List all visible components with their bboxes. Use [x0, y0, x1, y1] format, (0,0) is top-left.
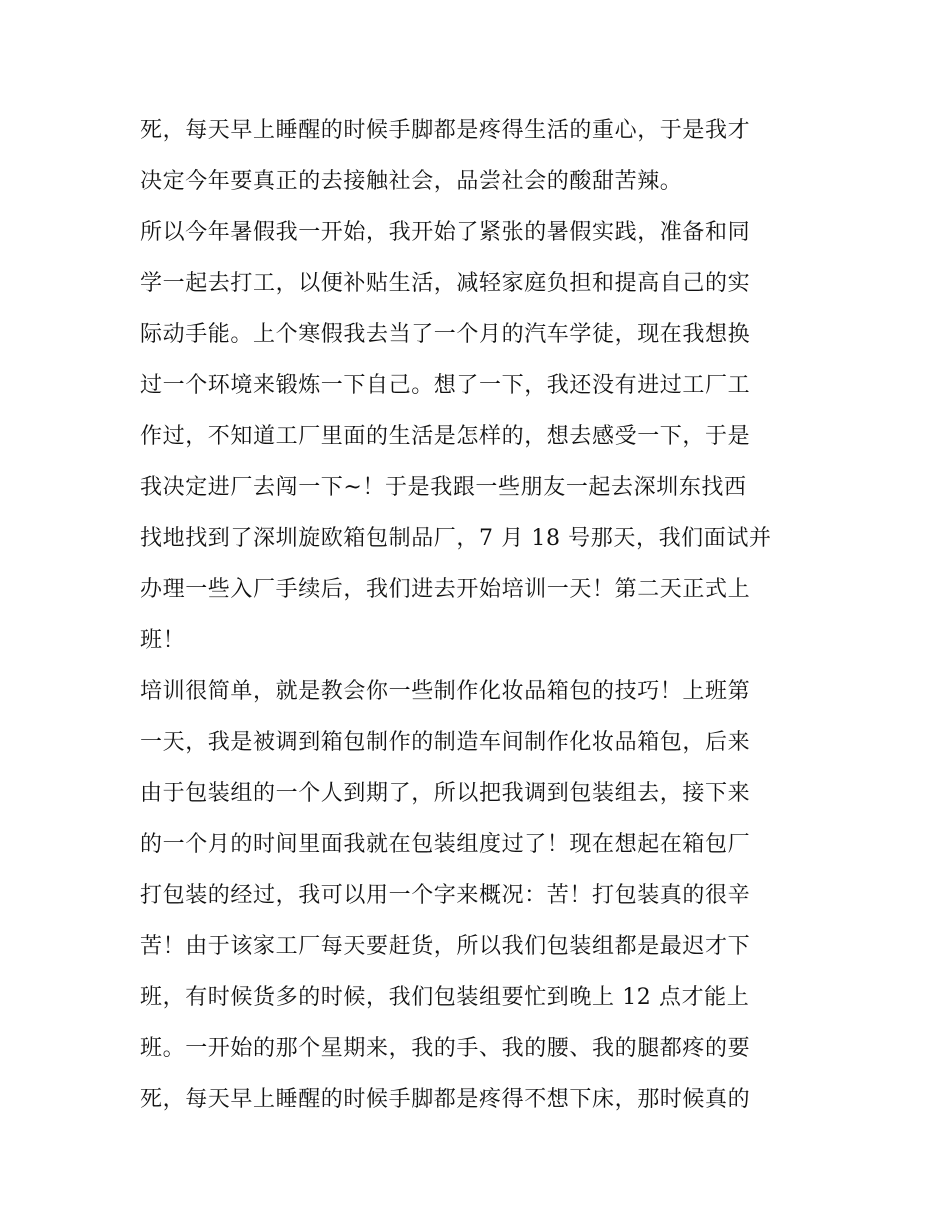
text-line-14: 由于包装组的一个人到期了，所以把我调到包装组去，接下来 [140, 781, 751, 806]
text-line-13: 一天，我是被调到箱包制作的制造车间制作化妆品箱包，后来 [140, 730, 751, 755]
text-line-17: 苦！由于该家工厂每天要赶货，所以我们包装组都是最迟才下 [140, 934, 751, 959]
text-line-11: 班！ [140, 628, 186, 653]
text-line-4: 学一起去打工，以便补贴生活，减轻家庭负担和提高自己的实 [140, 271, 751, 296]
text-line-20: 死，每天早上睡醒的时候手脚都是疼得不想下床，那时候真的 [140, 1087, 751, 1112]
text-line-12: 培训很简单，就是教会你一些制作化妆品箱包的技巧！上班第 [140, 679, 751, 704]
text-line-9: 找地找到了深圳旋欧箱包制品厂，7 月 18 号那天，我们面试并 [140, 526, 772, 551]
text-line-10: 办理一些入厂手续后，我们进去开始培训一天！第二天正式上 [140, 577, 751, 602]
text-line-19: 班。一开始的那个星期来，我的手、我的腰、我的腿都疼的要 [140, 1036, 751, 1061]
text-line-6: 过一个环境来锻炼一下自己。想了一下，我还没有进过工厂工 [140, 373, 751, 398]
body-text [140, 108, 820, 1128]
text-line-18: 班，有时候货多的时候，我们包装组要忙到晚上 12 点才能上 [140, 985, 750, 1010]
text-line-1: 死，每天早上睡醒的时候手脚都是疼得生活的重心，于是我才 [140, 118, 751, 143]
text-line-8: 我决定进厂去闯一下~！于是我跟一些朋友一起去深圳东找西 [140, 475, 747, 500]
text-line-5: 际动手能。上个寒假我去当了一个月的汽车学徒，现在我想换 [140, 322, 751, 347]
text-line-16: 打包装的经过，我可以用一个字来概况：苦！打包装真的很辛 [140, 883, 751, 908]
text-line-3: 所以今年暑假我一开始，我开始了紧张的暑假实践，准备和同 [140, 220, 751, 245]
text-line-7: 作过，不知道工厂里面的生活是怎样的，想去感受一下，于是 [140, 424, 751, 449]
text-line-15: 的一个月的时间里面我就在包装组度过了！现在想起在箱包厂 [140, 832, 751, 857]
text-line-2: 决定今年要真正的去接触社会，品尝社会的酸甜苦辣。 [140, 169, 683, 194]
